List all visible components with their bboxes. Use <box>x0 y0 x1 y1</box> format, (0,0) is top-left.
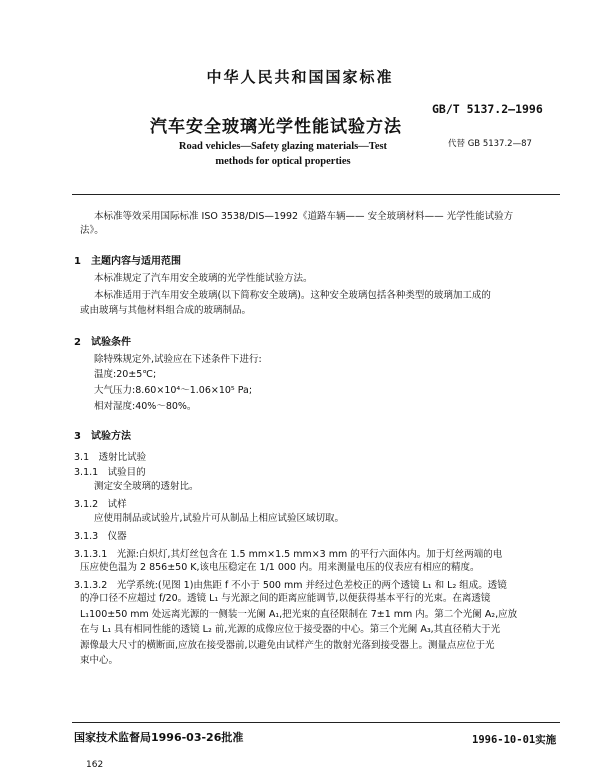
intro-line-1: 本标准等效采用国际标准 ISO 3538/DIS—1992《道路车辆—— 安全玻璃材料—— 光学性能试验方 <box>94 211 514 222</box>
section-3-1-1-text: 测定安全玻璃的透射比。 <box>94 481 199 492</box>
clause-3132-line-2: 的净口径不应超过 f/20。透镜 L₁ 与光源之间的距离应能调节,以便获得基本平行的光束。在离透镜 <box>80 593 491 604</box>
section-2-line-2: 温度:20±5℃; <box>94 369 157 380</box>
section-3-1-2-text: 应使用制品或试验片,试验片可从制品上相应试验区域切取。 <box>94 513 345 524</box>
clause-3131-line-2: 压应使色温为 2 856±50 K,该电压稳定在 1/1 000 内。用来测量电压的仪表应有相应的精度。 <box>80 562 480 573</box>
header-rule <box>72 194 560 195</box>
section-1-para-2b: 或由玻璃与其他材料组合成的玻璃制品。 <box>80 305 252 316</box>
clause-3132-line-3: L₁100±50 mm 处远离光源的一侧装一光阑 A₁,把光束的直径限制在 7±1 mm 内。第二个光阑 A₂,应放 <box>80 609 518 620</box>
footer-rule <box>72 722 560 723</box>
replaces-standard: 代替 GB 5137.2—87 <box>448 139 532 149</box>
section-1-heading: 1 主题内容与适用范围 <box>74 256 181 267</box>
clause-3132-line-6: 束中心。 <box>80 655 119 666</box>
section-2-line-4: 相对湿度:40%～80%。 <box>94 401 197 412</box>
document-title: 汽车安全玻璃光学性能试验方法 <box>150 117 402 137</box>
page-number: 162 <box>86 760 104 770</box>
clause-3132-line-5: 源像最大尺寸的横断面,应放在接受器前,以避免由试样产生的散射光落到接受器上。测量点应位于光 <box>80 640 495 651</box>
section-3-1-1-heading: 3.1.1 试验目的 <box>74 467 146 478</box>
standard-number: GB/T 5137.2—1996 <box>432 102 543 116</box>
section-1-para-1: 本标准规定了汽车用安全玻璃的光学性能试验方法。 <box>94 273 313 284</box>
section-2-line-3: 大气压力:8.60×10⁴～1.06×10⁵ Pa; <box>94 385 253 396</box>
intro-line-2: 法》。 <box>80 225 104 236</box>
section-2-line-1: 除特殊规定外,试验应在下述条件下进行: <box>94 354 262 365</box>
clause-3132-line-4: 在与 L₁ 具有相同性能的透镜 L₂ 前,光源的成像应位于接受器的中心。第三个光阑 A₃,其直径稍大于光 <box>80 624 501 635</box>
clause-3132-line-1: 3.1.3.2 光学系统:(见图 1)由焦距 f 不小于 500 mm 并经过色差校正的两个透镜 L₁ 和 L₂ 组成。透镜 <box>74 580 507 591</box>
clause-3131-line-1: 3.1.3.1 光源:白炽灯,其灯丝包含在 1.5 mm×1.5 mm×3 mm 的平行六面体内。加于灯丝两端的电 <box>74 549 503 560</box>
section-3-1-2-heading: 3.1.2 试样 <box>74 499 127 510</box>
implementation-date: 1996-10-01实施 <box>472 734 557 746</box>
section-2-heading: 2 试验条件 <box>74 337 131 348</box>
section-1-para-2a: 本标准适用于汽车用安全玻璃(以下简称安全玻璃)。这种安全玻璃包括各种类型的玻璃加工成的 <box>94 290 491 301</box>
english-title-line-1: Road vehicles—Safety glazing materials—Test <box>178 141 388 152</box>
english-title-line-2: methods for optical properties <box>215 156 351 167</box>
approval-date: 国家技术监督局1996-03-26批准 <box>74 731 244 744</box>
section-3-1-heading: 3.1 透射比试验 <box>74 452 147 463</box>
section-3-heading: 3 试验方法 <box>74 431 131 442</box>
section-3-1-3-heading: 3.1.3 仪器 <box>74 531 127 542</box>
standard-org-title: 中华人民共和国国家标准 <box>206 68 394 86</box>
